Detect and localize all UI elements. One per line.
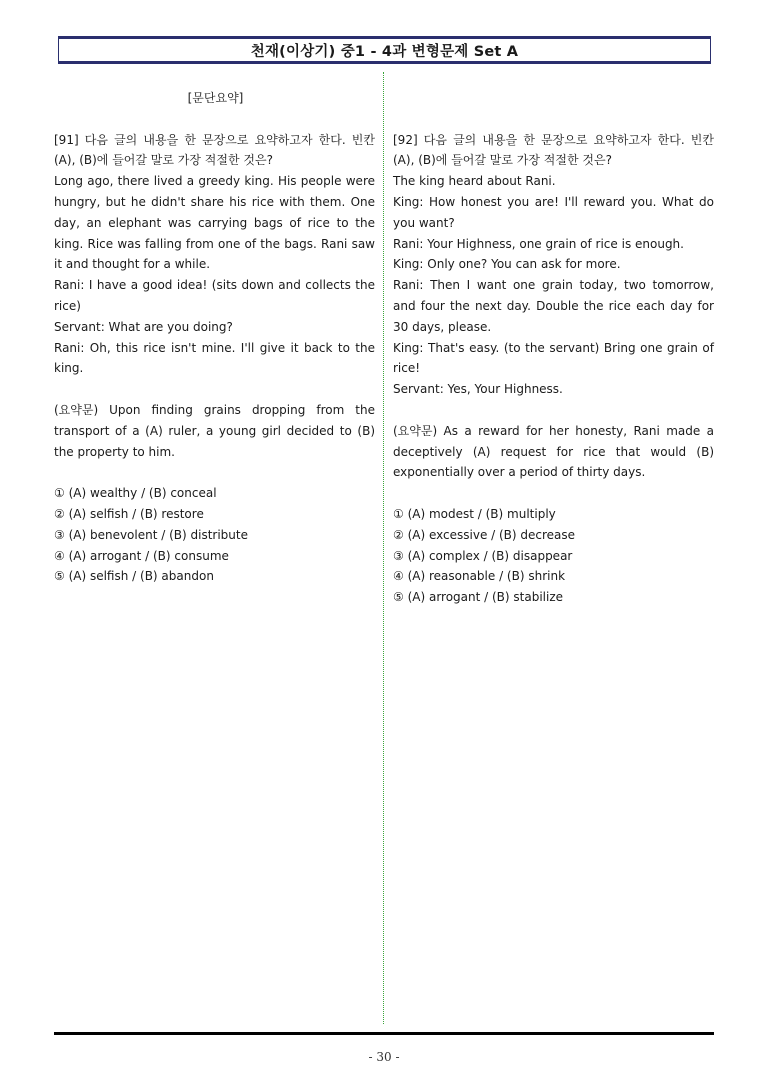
column-divider xyxy=(383,72,384,1024)
question-92-passage-7: Servant: Yes, Your Highness. xyxy=(393,382,563,397)
section-label: [문단요약] xyxy=(187,91,244,105)
question-92-option-1[interactable]: ① (A) modest / (B) multiply xyxy=(393,506,556,521)
question-91-summary: (요약문) Upon finding grains dropping from the transport of a (A) ruler, a young girl decided to (B) the property to him. xyxy=(54,402,375,459)
question-92-option-5[interactable]: ⑤ (A) arrogant / (B) stabilize xyxy=(393,590,564,605)
question-92-option-2[interactable]: ② (A) excessive / (B) decrease xyxy=(393,527,576,542)
question-91-passage-3: Servant: What are you doing? xyxy=(54,319,233,334)
page-title-box xyxy=(58,36,711,64)
question-91-option-5[interactable]: ⑤ (A) selfish / (B) abandon xyxy=(54,569,214,584)
question-92-option-4[interactable]: ④ (A) reasonable / (B) shrink xyxy=(393,569,566,584)
question-91-option-4[interactable]: ④ (A) arrogant / (B) consume xyxy=(54,548,229,563)
question-92-summary: (요약문) As a reward for her honesty, Rani made a deceptively (A) request for rice that would (B) exponentially over a period of thirty days. xyxy=(393,423,714,480)
question-91-passage-1: Long ago, there lived a greedy king. His people were hungry, but he didn't share his rice with them. One day, an elephant was carrying bags of rice to the king. Rice was falling from one of the bags. Rani saw it and thought for a while. xyxy=(54,174,375,272)
question-92-passage-3: Rani: Your Highness, one grain of rice is enough. xyxy=(393,236,684,251)
section-heading xyxy=(54,88,375,109)
left-column xyxy=(54,88,375,587)
question-92-passage-4: King: Only one? You can ask for more. xyxy=(393,257,621,272)
question-92-passage-1: The king heard about Rani. xyxy=(393,174,556,189)
question-92-option-3[interactable]: ③ (A) complex / (B) disappear xyxy=(393,548,573,563)
page-title: 천재(이상기) 중1 - 4과 변형문제 Set A xyxy=(250,43,519,60)
question-91-passage-2: Rani: I have a good idea! (sits down and collects the rice) xyxy=(54,278,375,313)
question-91-passage-4: Rani: Oh, this rice isn't mine. I'll give it back to the king. xyxy=(54,340,375,376)
question-91-option-2[interactable]: ② (A) selfish / (B) restore xyxy=(54,506,204,521)
question-92-stem: [92] 다음 글의 내용을 한 문장으로 요약하고자 한다. 빈칸 (A), (B)에 들어갈 말로 가장 적절한 것은? xyxy=(393,132,714,168)
question-91-option-1[interactable]: ① (A) wealthy / (B) conceal xyxy=(54,486,217,501)
question-91-stem: [91] 다음 글의 내용을 한 문장으로 요약하고자 한다. 빈칸 (A), (B)에 들어갈 말로 가장 적절한 것은? xyxy=(54,132,375,168)
question-92-passage-6: King: That's easy. (to the servant) Bring one grain of rice! xyxy=(393,340,714,376)
right-column xyxy=(393,88,714,608)
question-91-option-3[interactable]: ③ (A) benevolent / (B) distribute xyxy=(54,527,248,542)
question-92-passage-2: King: How honest you are! I'll reward you. What do you want? xyxy=(393,194,714,230)
question-92-passage-5: Rani: Then I want one grain today, two tomorrow, and four the next day. Double the rice each day for 30 days, please. xyxy=(393,278,714,334)
footer-rule xyxy=(54,1032,714,1035)
page-number: - 30 - xyxy=(368,1050,400,1064)
